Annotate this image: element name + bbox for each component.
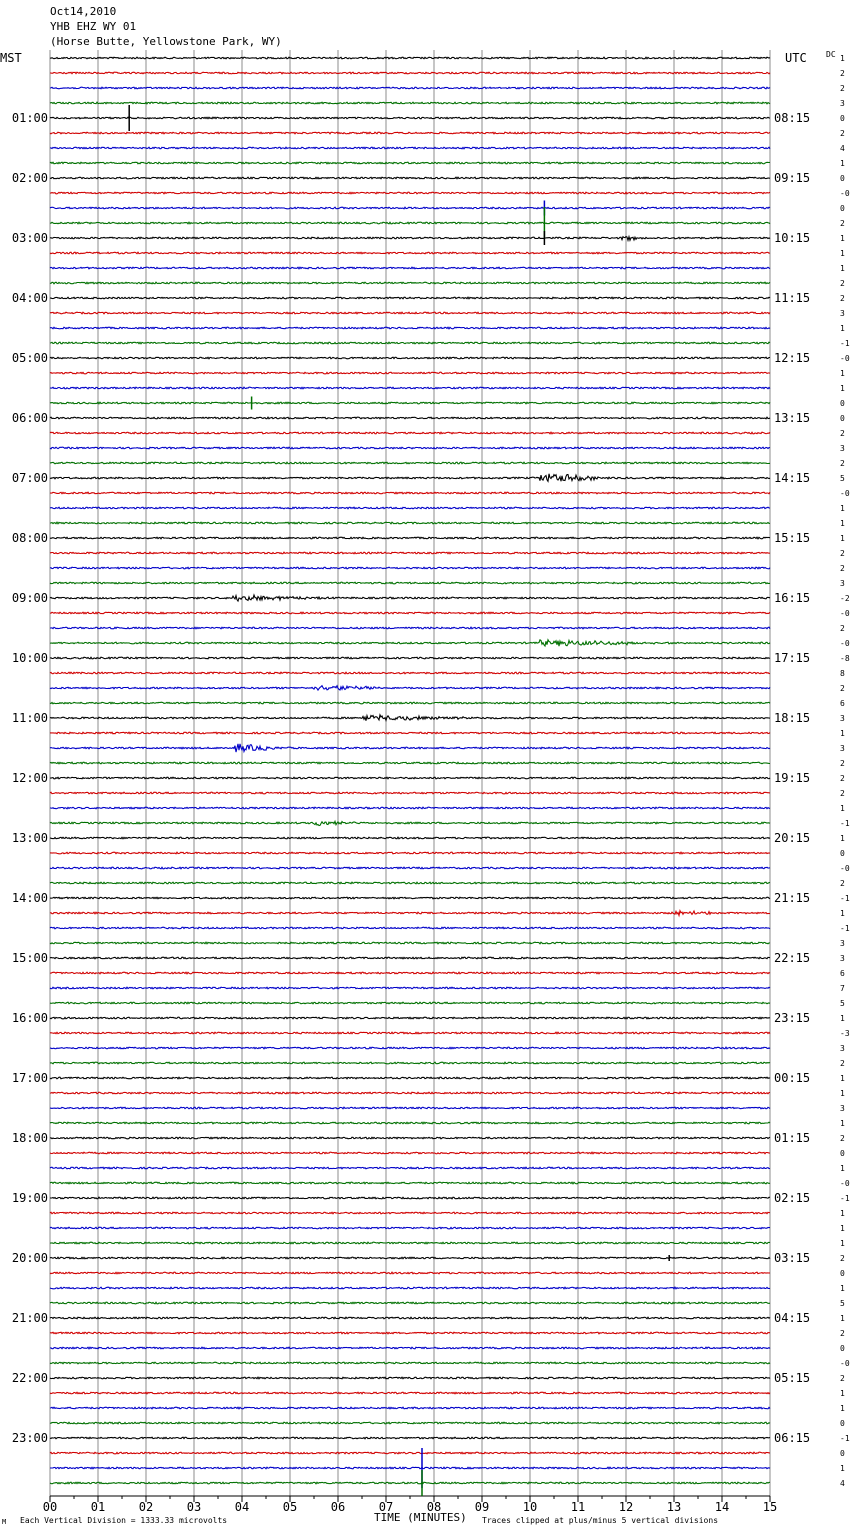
dc-offset-value: 0 xyxy=(840,414,845,423)
trace-row xyxy=(50,1362,770,1364)
mst-hour-label: 03:00 xyxy=(11,231,48,245)
trace-row xyxy=(50,492,770,494)
dc-offset-value: 0 xyxy=(840,114,845,123)
dc-offset-value: 1 xyxy=(840,1164,845,1173)
dc-offset-value: -1 xyxy=(840,1434,850,1443)
dc-offset-value: 1 xyxy=(840,1074,845,1083)
dc-offset-value: 2 xyxy=(840,684,845,693)
x-tick-label: 06 xyxy=(330,1500,346,1514)
mst-hour-label: 01:00 xyxy=(11,111,48,125)
trace-row xyxy=(50,1197,770,1199)
mst-hour-label: 20:00 xyxy=(11,1251,48,1265)
trace-row xyxy=(50,792,770,794)
x-tick-label: 04 xyxy=(234,1500,250,1514)
trace-row xyxy=(50,1287,770,1289)
trace-row xyxy=(50,537,770,539)
trace-row xyxy=(50,852,770,854)
trace-row xyxy=(50,972,770,974)
dc-offset-value: 3 xyxy=(840,309,845,318)
dc-offset-value: 2 xyxy=(840,1134,845,1143)
dc-offset-value: 1 xyxy=(840,1464,845,1473)
dc-offset-value: 1 xyxy=(840,1209,845,1218)
station-id: YHB EHZ WY 01 xyxy=(50,20,137,33)
mst-hour-label: 07:00 xyxy=(11,471,48,485)
dc-offset-value: 1 xyxy=(840,369,845,378)
trace-row xyxy=(50,1452,770,1454)
utc-hour-label: 15:15 xyxy=(774,531,811,545)
dc-offset-value: 2 xyxy=(840,759,845,768)
dc-offset-value: -0 xyxy=(840,489,850,498)
dc-offset-value: 2 xyxy=(840,1329,845,1338)
mst-hour-label: 11:00 xyxy=(11,711,48,725)
trace-row xyxy=(50,552,770,554)
trace-row xyxy=(50,507,770,509)
trace-row xyxy=(50,462,770,464)
trace-row xyxy=(50,1302,770,1304)
trace-row xyxy=(50,582,770,584)
dc-offset-value: 3 xyxy=(840,99,845,108)
mst-hour-label: 06:00 xyxy=(11,411,48,425)
dc-offset-value: 3 xyxy=(840,1044,845,1053)
trace-row xyxy=(50,177,770,179)
utc-hour-label: 04:15 xyxy=(774,1311,811,1325)
dc-offset-value: 1 xyxy=(840,264,845,273)
dc-offset-value: -0 xyxy=(840,1359,850,1368)
trace-row xyxy=(50,72,770,74)
mst-hour-label: 04:00 xyxy=(11,291,48,305)
dc-offset-value: 2 xyxy=(840,774,845,783)
utc-hour-label: 12:15 xyxy=(774,351,811,365)
trace-row xyxy=(50,957,770,959)
dc-offset-value: 6 xyxy=(840,699,845,708)
dc-offset-value: 2 xyxy=(840,879,845,888)
dc-offset-value: 3 xyxy=(840,1104,845,1113)
dc-offset-value: 3 xyxy=(840,579,845,588)
dc-offset-value: -0 xyxy=(840,864,850,873)
trace-row xyxy=(50,821,770,825)
x-tick-label: 13 xyxy=(666,1500,682,1514)
mst-hour-label: 22:00 xyxy=(11,1371,48,1385)
dc-offset-value: 1 xyxy=(840,1119,845,1128)
x-tick-label: 01 xyxy=(90,1500,106,1514)
mst-hour-label: 15:00 xyxy=(11,951,48,965)
dc-offset-value: -1 xyxy=(840,339,850,348)
trace-row xyxy=(50,567,770,569)
dc-offset-value: 1 xyxy=(840,384,845,393)
trace-row xyxy=(50,942,770,944)
trace-row xyxy=(50,192,770,194)
dc-offset-value: 2 xyxy=(840,1254,845,1263)
mst-hour-label: 17:00 xyxy=(11,1071,48,1085)
trace-row xyxy=(50,1317,770,1319)
dc-offset-value: 1 xyxy=(840,159,845,168)
trace-lines xyxy=(50,57,770,1496)
dc-offset-value: 2 xyxy=(840,219,845,228)
utc-hour-label: 23:15 xyxy=(774,1011,811,1025)
utc-hour-label: 17:15 xyxy=(774,651,811,665)
mst-hour-label: 13:00 xyxy=(11,831,48,845)
dc-offset-value: 1 xyxy=(840,834,845,843)
utc-hour-label: 20:15 xyxy=(774,831,811,845)
trace-row xyxy=(50,1152,770,1154)
trace-row xyxy=(50,267,770,269)
trace-row xyxy=(50,1017,770,1019)
x-tick-label: 07 xyxy=(378,1500,394,1514)
dc-offset-value: 1 xyxy=(840,729,845,738)
x-tick-label: 12 xyxy=(618,1500,634,1514)
utc-hour-label: 06:15 xyxy=(774,1431,811,1445)
dc-offset-value: -0 xyxy=(840,354,850,363)
dc-offset-value: 1 xyxy=(840,249,845,258)
dc-offset-value: 1 xyxy=(840,234,845,243)
trace-row xyxy=(50,237,770,241)
dc-offset-value: 2 xyxy=(840,69,845,78)
dc-offset-value: 3 xyxy=(840,714,845,723)
dc-offset-value: 5 xyxy=(840,1299,845,1308)
dc-offset-value: -3 xyxy=(840,1029,850,1038)
trace-row xyxy=(50,927,770,929)
dc-offset-value: 1 xyxy=(840,1224,845,1233)
mst-hour-label: 19:00 xyxy=(11,1191,48,1205)
dc-offset-header: DC xyxy=(826,50,836,59)
dc-offset-value: 5 xyxy=(840,999,845,1008)
utc-hour-label: 22:15 xyxy=(774,951,811,965)
dc-offset-value: 1 xyxy=(840,504,845,513)
dc-offset-value: 0 xyxy=(840,204,845,213)
trace-row xyxy=(50,1377,770,1379)
dc-offset-value: 3 xyxy=(840,939,845,948)
dc-offset-value: 3 xyxy=(840,444,845,453)
trace-row xyxy=(50,522,770,524)
trace-row xyxy=(50,1077,770,1079)
trace-row xyxy=(50,627,770,629)
x-axis-title: TIME (MINUTES) xyxy=(374,1511,467,1524)
utc-hour-label: 08:15 xyxy=(774,111,811,125)
trace-row xyxy=(50,807,770,809)
dc-offset-value: 2 xyxy=(840,429,845,438)
trace-row xyxy=(50,147,770,149)
mst-hour-label: 18:00 xyxy=(11,1131,48,1145)
dc-offset-value: 0 xyxy=(840,399,845,408)
trace-row xyxy=(50,1002,770,1004)
trace-row xyxy=(50,102,770,104)
utc-hour-label: 14:15 xyxy=(774,471,811,485)
trace-row xyxy=(50,372,770,374)
dc-offset-value: 6 xyxy=(840,969,845,978)
trace-row xyxy=(50,1407,770,1409)
trace-row xyxy=(50,612,770,614)
trace-row xyxy=(50,715,770,721)
x-tick-label: 03 xyxy=(186,1500,202,1514)
left-timezone-label: MST xyxy=(0,51,22,65)
dc-offset-value: 1 xyxy=(840,804,845,813)
trace-row xyxy=(50,744,770,752)
trace-row xyxy=(50,402,770,404)
trace-row xyxy=(50,132,770,134)
dc-offset-value: 0 xyxy=(840,174,845,183)
dc-offset-value: 8 xyxy=(840,669,845,678)
mst-hour-label: 02:00 xyxy=(11,171,48,185)
utc-hour-label: 10:15 xyxy=(774,231,811,245)
station-location: (Horse Butte, Yellowstone Park, WY) xyxy=(50,35,282,48)
dc-offset-value: 2 xyxy=(840,624,845,633)
right-timezone-label: UTC xyxy=(785,51,807,65)
dc-offset-value: 2 xyxy=(840,279,845,288)
dc-offset-value: 1 xyxy=(840,1389,845,1398)
trace-row xyxy=(50,1422,770,1424)
x-tick-label: 08 xyxy=(426,1500,442,1514)
trace-row xyxy=(50,447,770,449)
trace-row xyxy=(50,252,770,254)
dc-offset-value: -0 xyxy=(840,1179,850,1188)
trace-row xyxy=(50,222,770,224)
trace-row xyxy=(50,987,770,989)
utc-hour-label: 05:15 xyxy=(774,1371,811,1385)
trace-row xyxy=(50,1332,770,1334)
trace-row xyxy=(50,1047,770,1049)
utc-hour-label: 11:15 xyxy=(774,291,811,305)
dc-offset-value: 7 xyxy=(840,984,845,993)
corner-mark: M xyxy=(2,1518,7,1526)
dc-offset-value: 3 xyxy=(840,954,845,963)
trace-row xyxy=(50,672,770,674)
clipping-note: Traces clipped at plus/minus 5 vertical divisions xyxy=(482,1516,719,1525)
utc-hour-label: 01:15 xyxy=(774,1131,811,1145)
dc-offset-value: 0 xyxy=(840,849,845,858)
trace-row xyxy=(50,1272,770,1274)
utc-hour-label: 19:15 xyxy=(774,771,811,785)
mst-hour-label: 21:00 xyxy=(11,1311,48,1325)
trace-row xyxy=(50,57,770,59)
dc-offset-value: 1 xyxy=(840,1239,845,1248)
dc-offset-value: 2 xyxy=(840,564,845,573)
dc-offset-value: 1 xyxy=(840,519,845,528)
dc-offset-value: 3 xyxy=(840,744,845,753)
dc-offset-value: 4 xyxy=(840,144,845,153)
dc-offset-value: 1 xyxy=(840,1089,845,1098)
trace-row xyxy=(50,595,770,601)
dc-offset-value: 1 xyxy=(840,54,845,63)
dc-offset-value: 1 xyxy=(840,324,845,333)
dc-offset-value: 2 xyxy=(840,84,845,93)
x-tick-label: 15 xyxy=(762,1500,778,1514)
trace-row xyxy=(50,640,770,646)
trace-row xyxy=(50,1092,770,1094)
utc-hour-label: 00:15 xyxy=(774,1071,811,1085)
trace-row xyxy=(50,1392,770,1394)
x-tick-label: 11 xyxy=(570,1500,586,1514)
dc-offset-value: 0 xyxy=(840,1149,845,1158)
utc-hour-label: 18:15 xyxy=(774,711,811,725)
dc-offset-value: -0 xyxy=(840,189,850,198)
trace-row xyxy=(50,1437,770,1439)
x-tick-label: 09 xyxy=(474,1500,490,1514)
trace-row xyxy=(50,1032,770,1034)
trace-row xyxy=(50,474,770,482)
utc-hour-label: 02:15 xyxy=(774,1191,811,1205)
trace-row xyxy=(50,1212,770,1214)
utc-hour-label: 13:15 xyxy=(774,411,811,425)
dc-offset-value: 2 xyxy=(840,789,845,798)
dc-offset-value: -0 xyxy=(840,609,850,618)
dc-offset-value: -2 xyxy=(840,594,850,603)
dc-offset-value: 2 xyxy=(840,294,845,303)
trace-row xyxy=(50,327,770,329)
trace-row xyxy=(50,897,770,899)
trace-row xyxy=(50,837,770,839)
trace-row xyxy=(50,297,770,299)
dc-offset-value: 1 xyxy=(840,534,845,543)
dc-offset-value: 1 xyxy=(840,1014,845,1023)
mst-hour-label: 05:00 xyxy=(11,351,48,365)
trace-row xyxy=(50,882,770,884)
trace-row xyxy=(50,312,770,314)
mst-hour-label: 14:00 xyxy=(11,891,48,905)
mst-hour-label: 08:00 xyxy=(11,531,48,545)
mst-hour-label: 12:00 xyxy=(11,771,48,785)
dc-offset-value: 2 xyxy=(840,1374,845,1383)
dc-offset-value: 1 xyxy=(840,1314,845,1323)
dc-offset-value: 2 xyxy=(840,1059,845,1068)
trace-row xyxy=(50,162,770,164)
trace-row xyxy=(50,1122,770,1124)
dc-offset-value: 2 xyxy=(840,459,845,468)
x-tick-label: 05 xyxy=(282,1500,298,1514)
dc-offset-value: 4 xyxy=(840,1479,845,1488)
trace-row xyxy=(50,1482,770,1484)
dc-offset-value: 1 xyxy=(840,1404,845,1413)
dc-offset-value: 2 xyxy=(840,129,845,138)
mst-hour-label: 10:00 xyxy=(11,651,48,665)
trace-row xyxy=(50,762,770,764)
mst-hour-label: 09:00 xyxy=(11,591,48,605)
trace-row xyxy=(50,732,770,734)
trace-row xyxy=(50,357,770,359)
trace-row xyxy=(50,1137,770,1139)
dc-offset-value: -0 xyxy=(840,639,850,648)
x-tick-label: 02 xyxy=(138,1500,154,1514)
trace-row xyxy=(50,1257,770,1259)
trace-row xyxy=(50,387,770,389)
trace-row xyxy=(50,342,770,344)
trace-row xyxy=(50,1347,770,1349)
trace-row xyxy=(50,117,770,119)
mst-hour-label: 16:00 xyxy=(11,1011,48,1025)
trace-row xyxy=(50,1107,770,1109)
dc-offset-value: -1 xyxy=(840,894,850,903)
dc-offset-value: 0 xyxy=(840,1419,845,1428)
trace-row xyxy=(50,417,770,419)
x-tick-label: 14 xyxy=(714,1500,730,1514)
utc-hour-label: 16:15 xyxy=(774,591,811,605)
trace-row xyxy=(50,911,770,916)
trace-row xyxy=(50,207,770,209)
trace-row xyxy=(50,1467,770,1469)
plot-date: Oct14,2010 xyxy=(50,5,117,18)
dc-offset-value: 0 xyxy=(840,1449,845,1458)
dc-offset-value: -1 xyxy=(840,819,850,828)
trace-row xyxy=(50,1062,770,1064)
dc-offset-value: 1 xyxy=(840,909,845,918)
trace-row xyxy=(50,867,770,869)
dc-offset-value: 2 xyxy=(840,549,845,558)
trace-row xyxy=(50,702,770,704)
utc-hour-label: 03:15 xyxy=(774,1251,811,1265)
x-tick-label: 00 xyxy=(42,1500,58,1514)
trace-row xyxy=(50,1242,770,1244)
dc-offset-value: -1 xyxy=(840,1194,850,1203)
dc-offset-value: 5 xyxy=(840,474,845,483)
trace-row xyxy=(50,1167,770,1169)
x-tick-label: 10 xyxy=(522,1500,538,1514)
trace-row xyxy=(50,1227,770,1229)
mst-hour-label: 23:00 xyxy=(11,1431,48,1445)
dc-offset-value: -8 xyxy=(840,654,850,663)
trace-row xyxy=(50,432,770,434)
trace-row xyxy=(50,686,770,690)
dc-offset-value: 0 xyxy=(840,1269,845,1278)
dc-offset-value: 1 xyxy=(840,1284,845,1293)
trace-row xyxy=(50,657,770,659)
trace-row xyxy=(50,282,770,284)
utc-hour-label: 09:15 xyxy=(774,171,811,185)
trace-row xyxy=(50,1182,770,1184)
utc-hour-label: 21:15 xyxy=(774,891,811,905)
dc-offset-value: 0 xyxy=(840,1344,845,1353)
trace-row xyxy=(50,87,770,89)
dc-offset-value: -1 xyxy=(840,924,850,933)
vertical-scale-note: Each Vertical Division = 1333.33 microvolts xyxy=(20,1516,228,1525)
trace-row xyxy=(50,777,770,779)
